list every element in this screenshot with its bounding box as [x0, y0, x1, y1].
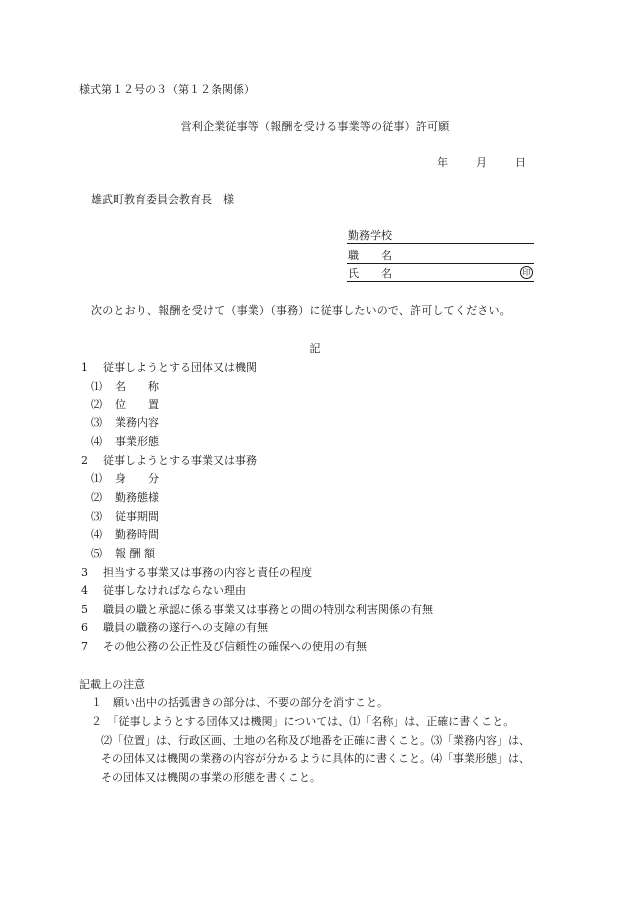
item-text: 従事しようとする事業又は事務 [103, 454, 257, 467]
list-item [81, 604, 433, 615]
subitem-text: 業務内容 [115, 416, 159, 429]
post-label: 職 名 [348, 249, 392, 262]
subitem-number: ⑶ [91, 510, 102, 523]
item-number: 3 [81, 566, 88, 579]
item-text: 従事しなければならない理由 [103, 584, 246, 597]
item-text: 担当する事業又は事務の内容と責任の程度 [103, 566, 312, 579]
addressee: 雄武町教育委員会教育長 様 [91, 193, 234, 206]
item-number: 5 [81, 603, 88, 616]
list-item [81, 567, 312, 578]
subitem-number: ⑸ [91, 547, 102, 560]
subitem-text: 名 称 [115, 380, 159, 393]
form-number: 様式第１２号の３（第１２条関係） [79, 83, 255, 96]
item-text: 職員の職と承認に係る事業又は事務との間の特別な利害関係の有無 [103, 603, 433, 616]
list-subitem [91, 548, 155, 559]
subitem-text: 従事期間 [115, 510, 159, 523]
list-subitem [91, 529, 159, 540]
school-label: 勤務学校 [348, 229, 392, 242]
list-item [81, 585, 246, 596]
subitem-number: ⑵ [91, 491, 102, 504]
date-year: 年 [437, 156, 448, 169]
school-field[interactable] [347, 229, 534, 244]
item-text: 職員の職務の遂行への支障の有無 [103, 621, 268, 634]
subitem-number: ⑷ [91, 435, 102, 448]
list-subitem [91, 492, 159, 503]
list-subitem [91, 473, 159, 484]
subitem-text: 勤務態様 [115, 491, 159, 504]
item-text: その他公務の公正性及び信頼性の確保への使用の有無 [103, 640, 367, 653]
item-number: 1 [81, 361, 88, 374]
subitem-number: ⑵ [91, 398, 102, 411]
date-month: 月 [476, 156, 487, 169]
subitem-text: 報 酬 額 [115, 547, 155, 560]
post-field[interactable] [347, 249, 534, 264]
subitem-text: 勤務時間 [115, 528, 159, 541]
subitem-number: ⑷ [91, 528, 102, 541]
date-day: 日 [515, 156, 526, 169]
list-item [81, 362, 257, 373]
ki-heading: 記 [309, 342, 321, 355]
note-line: その団体又は機関の業務の内容が分かるように具体的に書くこと。⑷「事業形態」は、 [101, 752, 530, 765]
notes-heading: 記載上の注意 [79, 678, 145, 691]
note-line: １ 願い出中の括弧書きの部分は、不要の部分を消すこと。 [91, 696, 388, 709]
item-number: 6 [81, 621, 88, 634]
note-line: その団体又は機関の事業の形態を書くこと。 [101, 771, 321, 784]
name-field[interactable] [347, 267, 534, 282]
item-text: 従事しようとする団体又は機関 [103, 361, 257, 374]
item-number: 2 [81, 454, 88, 467]
subitem-number: ⑴ [91, 380, 102, 393]
list-subitem [91, 399, 159, 410]
note-line: ⑵「位置」は、行政区画、土地の名称及び地番を正確に書くこと。⑶「業務内容」は、 [101, 734, 530, 747]
list-subitem [91, 381, 159, 392]
list-subitem [91, 511, 159, 522]
list-item [81, 641, 367, 652]
subitem-text: 位 置 [115, 398, 159, 411]
list-item [81, 455, 257, 466]
name-label: 氏 名 [348, 267, 392, 280]
list-subitem [91, 436, 159, 447]
item-number: 4 [81, 584, 88, 597]
subitem-number: ⑶ [91, 416, 102, 429]
list-subitem [91, 417, 159, 428]
list-item [81, 622, 268, 633]
date-line [437, 157, 526, 168]
seal-mark: 印 [520, 266, 533, 279]
note-line: ２ 「従事しようとする団体又は機関」については、⑴「名称」は、正確に書くこと。 [91, 715, 515, 728]
subitem-number: ⑴ [91, 472, 102, 485]
subitem-text: 身 分 [115, 472, 159, 485]
item-number: 7 [81, 640, 88, 653]
request-text: 次のとおり、報酬を受けて（事業）（事務）に従事したいので、許可してください。 [91, 304, 511, 317]
document-title: 営利企業従事等（報酬を受ける事業等の従事）許可願 [180, 120, 450, 133]
subitem-text: 事業形態 [115, 435, 159, 448]
